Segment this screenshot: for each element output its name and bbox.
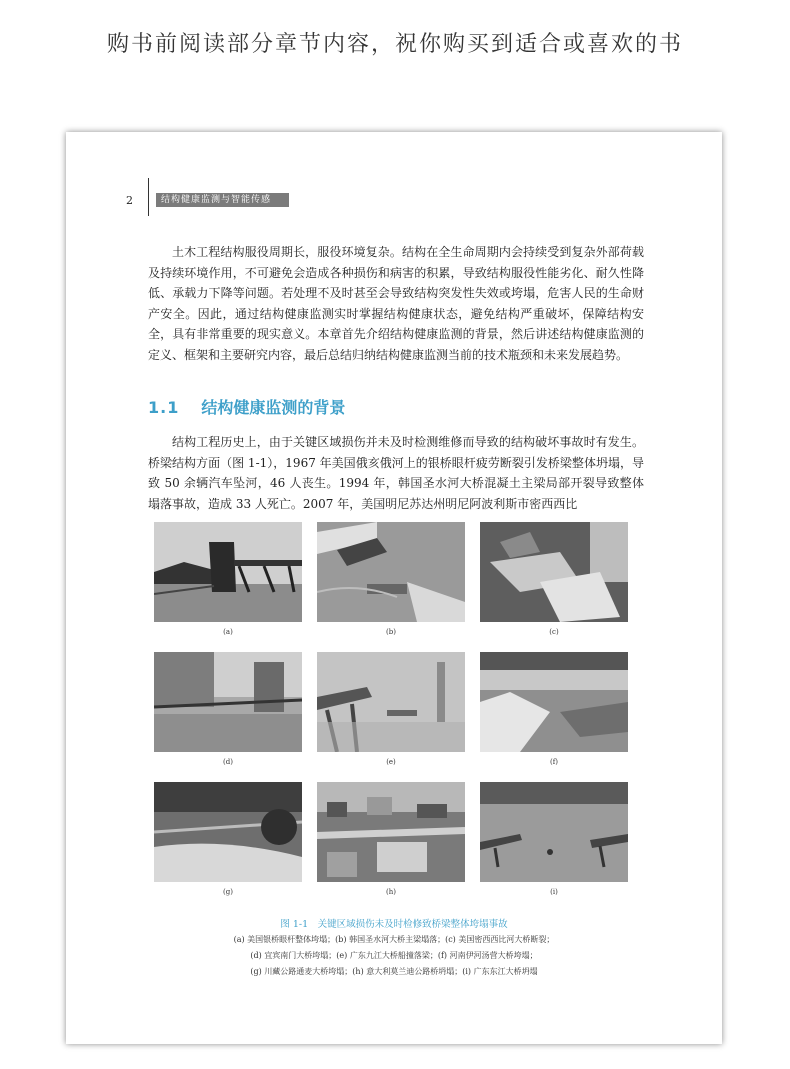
sub-label-d: (d) bbox=[223, 758, 233, 766]
header-divider bbox=[148, 178, 149, 216]
figure-grid bbox=[154, 522, 638, 912]
intro-paragraph: 土木工程结构服役周期长，服役环境复杂。结构在全生命周期内会持续受到复杂外部荷载及持续环境作用，不可避免会造成各种损伤和病害的积累，导致结构服役性能劣化、耐久性降低、承载力下降等问题。若处理不及时甚至会导致结构突发性失效或垮塌，危害人民的生命财产安全。因此，通过结构健康监测实时掌握结构健康状态，避免结构严重破坏，保障结构安全，具有非常重要的现实意义。本章首先介绍结构健康监测的背景，然后讲述结构健康监测的定义、框架和主要研究内容，最后总结归纳结构健康监测当前的技术瓶颈和未来发展趋势。 bbox=[148, 245, 644, 362]
figure-note-line-2: (d) 宜宾南门大桥垮塌；(e) 广东九江大桥船撞落梁；(f) 河南伊河汤营大桥垮塌； bbox=[250, 951, 538, 960]
page-number: 2 bbox=[126, 194, 133, 207]
section-number: 1.1 bbox=[148, 398, 180, 417]
sub-label-g: (g) bbox=[223, 888, 233, 896]
photo-f bbox=[480, 652, 628, 752]
sub-label-e: (e) bbox=[386, 758, 396, 766]
sub-label-a: (a) bbox=[223, 628, 233, 636]
top-banner: 购书前阅读部分章节内容，祝你购买到适合或喜欢的书 bbox=[106, 31, 683, 57]
background-paragraph: 结构工程历史上，由于关键区域损伤并未及时检测维修而导致的结构破坏事故时有发生。桥梁结构方面（图 1-1），1967 年美国俄亥俄河上的银桥眼杆疲劳断裂引发桥梁整体坍塌，导致 50 余辆汽车坠河，46 人丧生。1994 年，韩国圣水河大桥混凝土主梁局部开裂导致整体塌落事故，造成 33 人死亡。2007 年，美国明尼苏达州明尼阿波利斯市密西西比 bbox=[148, 435, 644, 511]
figure-note-line-3: (g) 川藏公路通麦大桥垮塌；(h) 意大利莫兰迪公路桥坍塌；(i) 广东东江大桥坍塌 bbox=[250, 967, 538, 976]
photo-b bbox=[317, 522, 465, 622]
photo-c bbox=[480, 522, 628, 622]
sub-label-b: (b) bbox=[386, 628, 396, 636]
photo-a bbox=[154, 522, 302, 622]
photo-e bbox=[317, 652, 465, 752]
running-head: 结构健康监测与智能传感 bbox=[156, 193, 289, 207]
book-page bbox=[66, 132, 722, 1044]
section-heading bbox=[148, 395, 345, 418]
sub-label-h: (h) bbox=[386, 888, 396, 896]
figure-caption: 图 1-1 关键区域损伤未及时检修致桥梁整体垮塌事故 bbox=[280, 919, 508, 930]
sub-label-i: (i) bbox=[550, 888, 558, 896]
photo-d bbox=[154, 652, 302, 752]
photo-h bbox=[317, 782, 465, 882]
section-title: 结构健康监测的背景 bbox=[201, 398, 346, 417]
sub-label-c: (c) bbox=[549, 628, 559, 636]
figure-note-line-1: (a) 美国银桥眼杆整体垮塌；(b) 韩国圣水河大桥主梁塌落；(c) 美国密西西比河大桥断裂； bbox=[233, 935, 555, 944]
photo-i bbox=[480, 782, 628, 882]
sub-label-f: (f) bbox=[549, 758, 559, 766]
photo-g bbox=[154, 782, 302, 882]
